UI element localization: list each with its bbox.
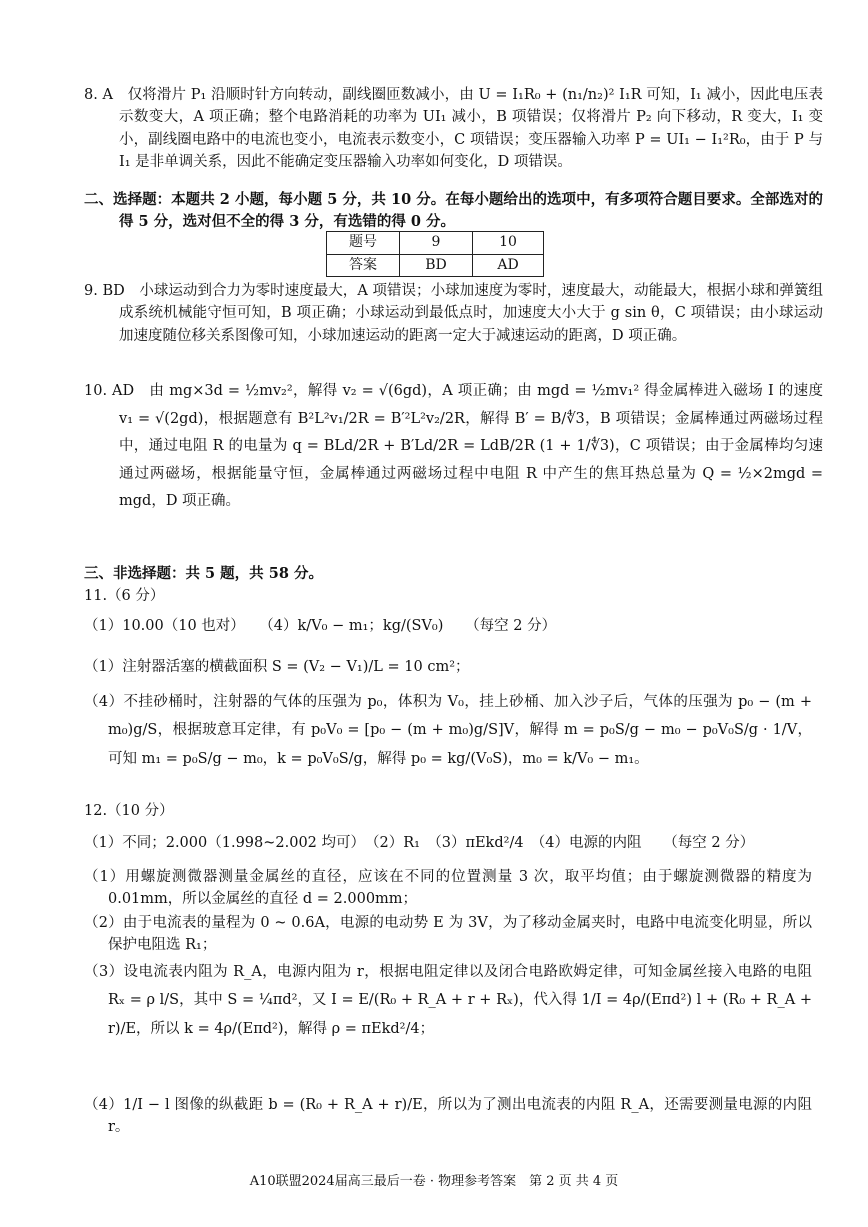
q12-part4: （4）1/I − l 图像的纵截距 b = (R₀ + R_A + r)/E，所以为了测出电流表的内阻 R_A，还需要测量电源的内阻 r。 [84,1097,812,1136]
table-cell: 题号 [327,232,400,255]
table-cell: 答案 [327,254,400,277]
table-row [327,254,544,277]
q12-part1: （1）用螺旋测微器测量金属丝的直径，应该在不同的位置测量 3 次，取平均值；由于螺旋测微器的精度为 0.01mm，所以金属丝的直径 d = 2.000mm； [84,869,812,908]
q12-heading: 12.（10 分） [84,803,174,819]
answer-q8: 8. A 仅将滑片 P₁ 沿顺时针方向转动，副线圈匝数减小，由 U = I₁R₀ + (n₁/n₂)² I₁R 可知，I₁ 减小，因此电压表示数变大，A 项正确；整个电路消耗的功率为 UI₁ 减小，B 项错误；仅将滑片 P₂ 向下移动，R 变大，I₁ 变小，副线圈电路中的电流也变小，电流表示数变小，C 项错误；变压器输入功率 P = UI₁ − I₁²R₀，由于 P 与 I₁ 是非单调关系，因此不能确定变压器输入功率如何变化，D 项错误。 [84,87,823,171]
answer-q10: 10. AD 由 mg×3d = ½mv₂²，解得 v₂ = √(6gd)，A 项正确；由 mgd = ½mv₁² 得金属棒进入磁场 I 的速度 v₁ = √(2gd)，根据题意有 B²L²v₁/2R = B′²L²v₂/2R，解得 B′ = B/∜3，B 项错误；金属棒通过两磁场过程中，通过电阻 R 的电量为 q = BLd/2R + B′Ld/2R = LdB/2R (1 + 1/∜3)，C 项错误；由于金属棒均匀速通过两磁场，根据能量守恒，金属棒通过两磁场过程中电阻 R 中产生的焦耳热总量为 Q = ½×2mgd = mgd，D 项正确。 [84,383,823,510]
q12-part3: （3）设电流表内阻为 R_A，电源内阻为 r，根据电阻定律以及闭合电路欧姆定律，可知金属丝接入电路的电阻 Rₓ = ρ l/S，其中 S = ¼πd²，又 I = E/(R₀ + R_A + r + Rₓ)，代入得 1/I = 4ρ/(Eπd²) l + (R₀ + R_A + r)/E，所以 k = 4ρ/(Eπd²)，解得 ρ = πEkd²/4； [84,964,812,1037]
table-cell: 10 [473,232,544,255]
table-row [327,232,544,255]
q12-answers: （1）不同；2.000（1.998~2.002 均可） （2）R₁ （3）πEkd²/4 （4）电源的内阻 （每空 2 分） [84,835,755,851]
table-cell: AD [473,254,544,277]
page-footer: A10联盟2024届高三最后一卷 · 物理参考答案 第 2 页 共 4 页 [249,1174,619,1189]
section-2-heading: 二、选择题：本题共 2 小题，每小题 5 分，共 10 分。在每小题给出的选项中，有多项符合题目要求。全部选对的得 5 分，选对但不全的得 3 分，有选错的得 0 分。 [84,191,823,231]
q11-part1: （1）注射器活塞的横截面积 S = (V₂ − V₁)/L = 10 cm²； [84,659,470,675]
section-3-heading: 三、非选择题：共 5 题，共 58 分。 [84,565,323,582]
q11-heading: 11.（6 分） [84,588,165,604]
table-cell: 9 [400,232,473,255]
table-cell: BD [400,254,473,277]
answer-table [326,231,544,277]
q11-answers: （1）10.00（10 也对） （4）k/V₀ − m₁；kg/(SV₀) （每空 2 分） [84,618,557,634]
q12-part2: （2）由于电流表的量程为 0 ~ 0.6A，电源的电动势 E 为 3V，为了移动金属夹时，电路中电流变化明显，所以保护电阻选 R₁； [84,915,812,954]
answer-q9: 9. BD 小球运动到合力为零时速度最大，A 项错误；小球加速度为零时，速度最大，动能最大，根据小球和弹簧组成系统机械能守恒可知，B 项正确；小球运动到最低点时，加速度大小大于 g sin θ，C 项错误；由小球运动加速度随位移关系图像可知，小球加速运动的距离一定大于减速运动的距离，D 项正确。 [84,283,823,344]
q11-part4: （4）不挂砂桶时，注射器的气体的压强为 p₀，体积为 V₀，挂上砂桶、加入沙子后，气体的压强为 p₀ − (m + m₀)g/S，根据玻意耳定律，有 p₀V₀ = [p₀ − (m + m₀)g/S]V，解得 m = p₀S/g − m₀ − p₀V₀S/g · 1/V，可知 m₁ = p₀S/g − m₀，k = p₀V₀S/g，解得 p₀ = kg/(V₀S)，m₀ = k/V₀ − m₁。 [84,694,812,767]
